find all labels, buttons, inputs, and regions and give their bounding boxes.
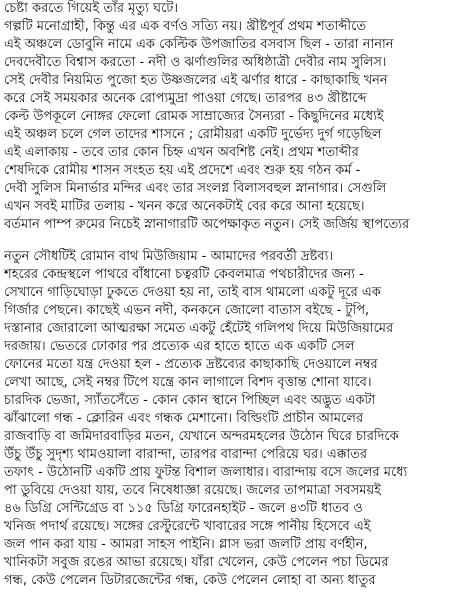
text-line: ফোনের মতো যন্ত্র দেওয়া হল - প্রত্যেক দ্রষ্টব্যের কাছাকাছি দেওয়ালে নম্বর xyxy=(4,357,378,372)
text-line: শেষদিকে রোমীয় শাসন সংহত হয় এই প্রদেশে এবং শুরু হয় গঠন কর্ম - xyxy=(4,163,361,178)
text-line: সেই দেবীর নিয়মিত পুজো হত উষ্ণজলের এই ঝর্ণার ধারে - কাছাকাছি খনন xyxy=(4,73,388,88)
text-line: পা ডুবিয়ে দেওয়া যায়, তবে নিষেধাজ্ঞা রয়েছে। জলের তাপমাত্রা সবসময়ই xyxy=(4,483,381,498)
text-line: লেখা আছে, সেই নম্বর টিপে যন্ত্রে কান লাগালে বিশদ বৃত্তান্ত শোনা যাবে। xyxy=(4,375,372,390)
text-line: করে সেই সময়কার অনেক রোপ্যমুদ্রা পাওয়া গেছে। তারপর ৪৩ খ্রীষ্টাব্দে xyxy=(4,91,367,106)
text-line: তফাৎ - উঠোনটি একটি প্রায় ফুটন্ত বিশাল জলাধার। বারান্দায় বসে জলের মধ্যে xyxy=(4,465,408,480)
text-line: চারদিক ভেজা, স্যাঁতসেঁতে - কোন কোন স্থানে পিচ্ছিল এবং অদ্ভুত একটা xyxy=(4,393,376,408)
text-line: গল্পটি মনোগ্রাহী, কিন্তু এর এক বর্ণও সত্যি নয়। খ্রীষ্টপূর্ব প্রথম শতাব্দীতে xyxy=(4,19,367,34)
text-line: শহরের কেন্দ্রস্থলে পাথরে বাঁধানো চত্বরটি কেবলমাত্র পথচারীদের জন্য - xyxy=(4,267,364,282)
text-line: রাজবাড়ি বা জমিদারবাড়ির মতন, যেখানে অন্দরমহলের উঠোন ঘিরে চারদিকে xyxy=(4,429,399,444)
text-line: সেখানে গাড়িঘোড়া ঢুকতে দেওয়া হয় না, তাই বাস থামলো একটু দূরে এক xyxy=(4,285,381,300)
text-line: ঝাঁঝালো গন্ধ - ক্লোরিন এবং গন্ধক মেশানো। বিল্ডিংটি প্রাচীন আমলের xyxy=(4,411,364,426)
text-line: গন্ধ, কেউ পেলেন ডিটারজেন্টের গন্ধ, কেউ পেলেন লোহা বা অন্য ধাতুর xyxy=(4,573,376,588)
text-line: জল পান করা যায় - আমরা সাহস পাইনি। গ্লাস ভরা জলটি প্রায় বর্ণহীন, xyxy=(4,537,368,552)
text-line: দেবী সুলিস মিনার্ভার মন্দির এবং তার সংলগ্ন বিলাসবহুল স্নানাগার। সেগুলি xyxy=(4,181,387,196)
text-line: খানিকটা সবুজ রঙের আভা রয়েছে। যাঁরা খেলেন, কেউ পেলেন পচা ডিমের xyxy=(4,555,389,570)
text-line: নতুন সৌধটিই রোমান বাথ মিউজিয়াম - আমাদের পরবর্তী দ্রষ্টব্য। xyxy=(4,249,334,264)
text-line: এই অঞ্চল চলে গেল তাদের শাসনে ; রোমীয়রা একটি দুর্ভেদ্য দুর্গ গড়েছিল xyxy=(4,127,382,142)
text-line: ৪৬ ডিগ্রি সেন্টিগ্রেড বা ১১৫ ডিগ্রি ফারেনহাইট - জলে ৪৩টি ধাতব ও xyxy=(4,501,363,516)
text-line: বর্তমান পাম্প রুমের নিচেই স্নানাগারটি অপেক্ষাকৃত নতুন। সেই জর্জিয় স্থাপত্যের xyxy=(4,217,410,232)
text-line: উঁচু উঁচু সুদৃশ্য থামওয়ালা বারান্দা, তারপর বারান্দা পেরিয়ে ঘর। এক্কাতর xyxy=(4,447,368,462)
text-line: এখন সবই মাটির তলায় - খনন করে অনেকটাই বের করে আনা হয়েছে। xyxy=(4,199,365,214)
text-line: এই এলাকায় - তবে তার কোন চিহ্ন এখন অবশিষ্ট নেই। প্রথম শতাব্দীর xyxy=(4,145,359,160)
text-line: এই অঞ্চলে ডোবুনি নামে এক কেল্টিক উপজাতির বসবাস ছিল - তারা নানান xyxy=(4,37,394,52)
text-line: খনিজ পদার্থ রয়েছে। সঙ্গের রেস্টুরেন্টে খাবারের সঙ্গে পানীয় হিসেবে এই xyxy=(4,519,371,534)
text-line: দরজায়। ভেতরে ঢোকার পর প্রত্যেক এর হাতে হাতে এক একটি সেল xyxy=(4,339,355,354)
text-line: গির্জার পেছনে। কাছেই এভন নদী, কনকনে জোলো বাতাস বইছে - টুপি, xyxy=(4,303,370,318)
text-line: কেল্ট উপকূলে নোঙ্গর ফেলো রোমক সাম্রাজ্যের সৈন্যরা - কিছুদিনের মধ্যেই xyxy=(4,109,384,124)
text-line: দস্তানার জোরালো আত্মরক্ষা সমেত একটু হেঁটেই গলিপথ দিয়ে মিউজিয়ামের xyxy=(4,321,394,336)
text-line: চেষ্টা করতে গিয়েই তাঁর মৃত্যু ঘটে। xyxy=(4,1,179,16)
text-line: দেবদেবীতে বিশ্বাস করতো - নদী ও ঝর্ণাগুলির অধিষ্ঠাত্রী দেবীর নাম সুলিস। xyxy=(4,55,387,70)
